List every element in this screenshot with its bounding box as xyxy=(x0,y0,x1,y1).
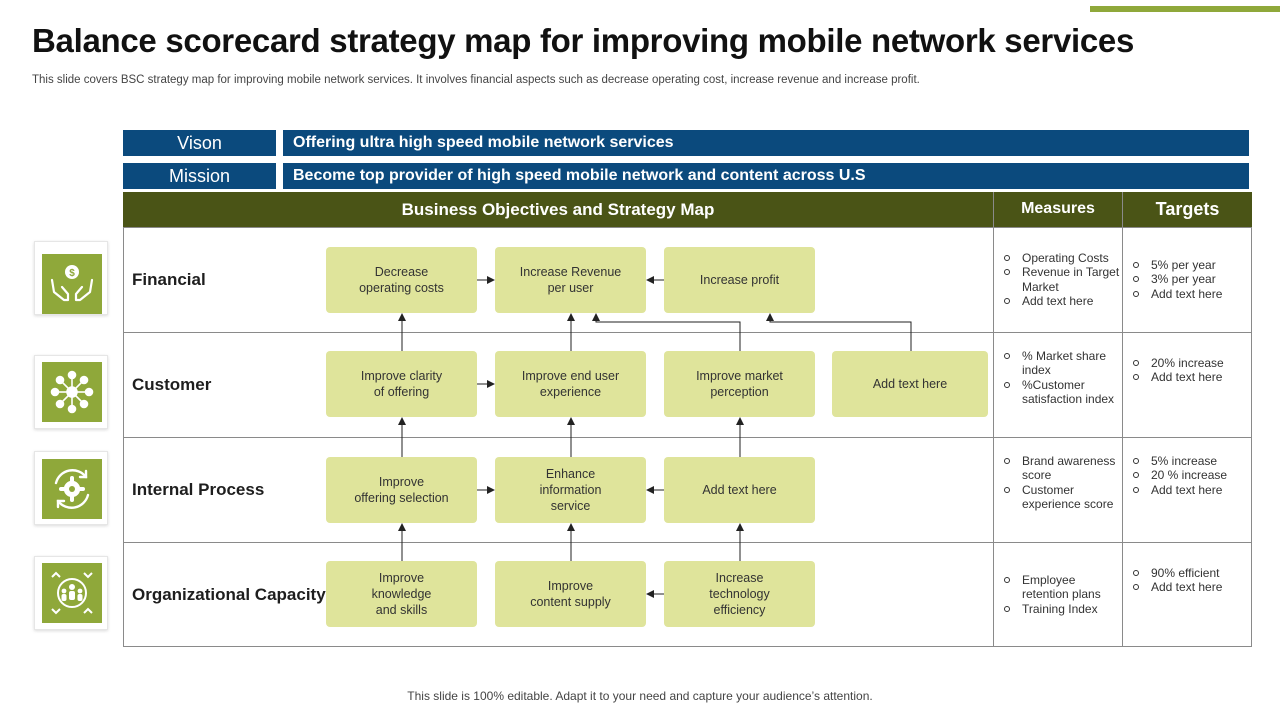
target-item: 5% per year xyxy=(1131,258,1249,272)
column-divider xyxy=(1122,192,1123,647)
targets-list-customer xyxy=(1131,356,1249,385)
measure-item: Brand awareness score xyxy=(1002,454,1120,483)
measures-list-customer xyxy=(1002,349,1120,407)
measure-item: % Market share index xyxy=(1002,349,1120,378)
strategy-box: Improve content supply xyxy=(495,561,646,627)
target-item: 5% increase xyxy=(1131,454,1249,468)
financial-icon-card xyxy=(34,241,108,315)
row-divider xyxy=(123,437,1252,438)
team-globe-icon xyxy=(42,563,102,623)
vision-text: Offering ultra high speed mobile network services xyxy=(283,130,1249,156)
target-item: Add text here xyxy=(1131,580,1249,594)
svg-text:$: $ xyxy=(69,268,75,279)
measure-item: Customer experience score xyxy=(1002,483,1120,512)
strategy-box: Enhance information service xyxy=(495,457,646,523)
footer-note: This slide is 100% editable. Adapt it to your need and capture your audience’s attention. xyxy=(407,689,873,703)
measures-list-internal-process xyxy=(1002,454,1120,512)
objectives-header: Business Objectives and Strategy Map xyxy=(123,192,993,227)
page-subtitle: This slide covers BSC strategy map for improving mobile network services. It involves financial aspects such as decrease operating cost, increase revenue and increase profit. xyxy=(32,74,920,86)
measure-item: Operating Costs xyxy=(1002,251,1120,265)
customer-network-icon xyxy=(42,362,102,422)
measure-item: Revenue in Target Market xyxy=(1002,265,1120,294)
measure-item: Add text here xyxy=(1002,294,1120,308)
strategy-box: Improve end user experience xyxy=(495,351,646,417)
measure-item: Training Index xyxy=(1002,602,1120,616)
measures-list-organizational-capacity xyxy=(1002,573,1120,616)
mission-label: Mission xyxy=(123,163,276,189)
targets-list-financial xyxy=(1131,258,1249,301)
strategy-box: Increase technology efficiency xyxy=(664,561,815,627)
strategy-box: Add text here xyxy=(832,351,988,417)
row-label-customer: Customer xyxy=(132,375,212,394)
strategy-box: Increase Revenue per user xyxy=(495,247,646,313)
strategy-box: Improve market perception xyxy=(664,351,815,417)
target-item: Add text here xyxy=(1131,287,1249,301)
strategy-box: Improve clarity of offering xyxy=(326,351,477,417)
row-divider xyxy=(123,332,1252,333)
targets-header: Targets xyxy=(1123,192,1252,227)
strategy-box: Decrease operating costs xyxy=(326,247,477,313)
strategy-box: Add text here xyxy=(664,457,815,523)
customer-icon-card xyxy=(34,355,108,429)
strategy-box: Improve offering selection xyxy=(326,457,477,523)
column-divider xyxy=(993,192,994,647)
process-gear-icon xyxy=(42,459,102,519)
targets-list-internal-process xyxy=(1131,454,1249,497)
accent-bar xyxy=(1090,6,1280,12)
row-divider xyxy=(123,542,1252,543)
money-hands-icon xyxy=(42,254,102,314)
target-item: 90% efficient xyxy=(1131,566,1249,580)
organizational-capacity-icon-card xyxy=(34,556,108,630)
target-item: 20% increase xyxy=(1131,356,1249,370)
mission-text: Become top provider of high speed mobile network and content across U.S xyxy=(283,163,1249,189)
strategy-box: Increase profit xyxy=(664,247,815,313)
row-label-financial: Financial xyxy=(132,270,206,289)
target-item: 3% per year xyxy=(1131,272,1249,286)
targets-list-organizational-capacity xyxy=(1131,566,1249,595)
measure-item: %Customer satisfaction index xyxy=(1002,378,1120,407)
row-label-organizational-capacity: Organizational Capacity xyxy=(132,585,326,604)
target-item: 20 % increase xyxy=(1131,468,1249,482)
target-item: Add text here xyxy=(1131,370,1249,384)
measures-header: Measures xyxy=(994,192,1122,227)
page-title: Balance scorecard strategy map for improving mobile network services xyxy=(32,22,1135,59)
target-item: Add text here xyxy=(1131,483,1249,497)
vision-label: Vison xyxy=(123,130,276,156)
strategy-box: Improve knowledge and skills xyxy=(326,561,477,627)
row-label-internal-process: Internal Process xyxy=(132,480,265,499)
measure-item: Employee retention plans xyxy=(1002,573,1120,602)
measures-list-financial xyxy=(1002,251,1120,309)
internal-process-icon-card xyxy=(34,451,108,525)
